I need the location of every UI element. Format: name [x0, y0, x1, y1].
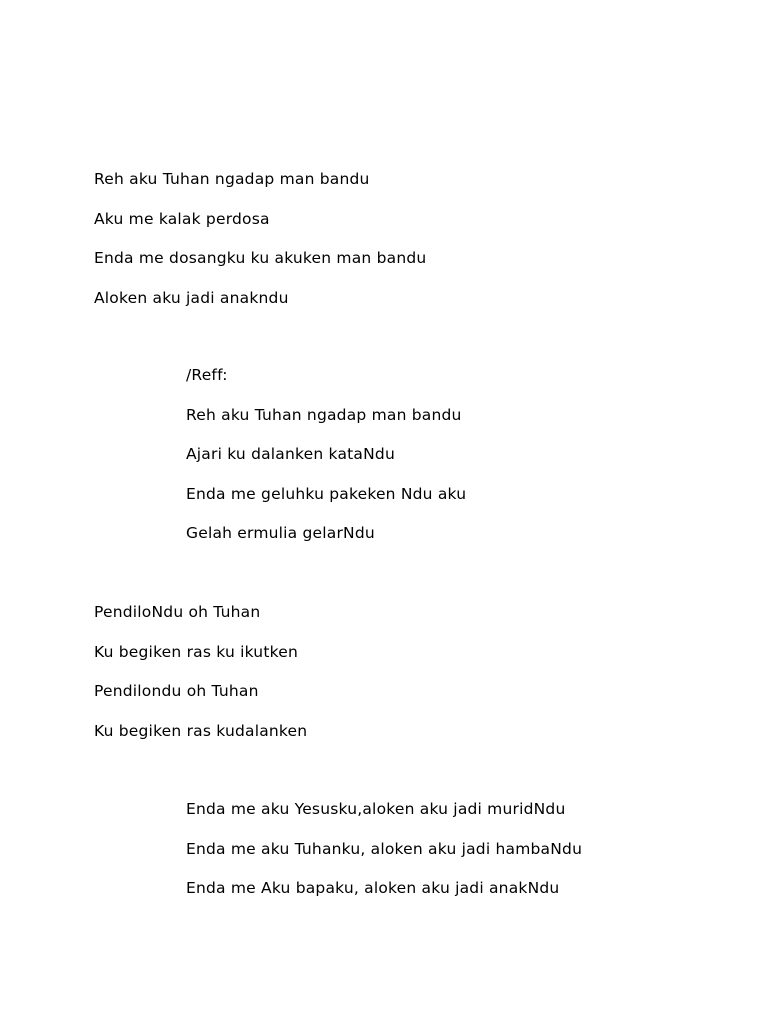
- lyric-line: Enda me aku Tuhanku, aloken aku jadi hambaNdu: [186, 839, 583, 858]
- lyric-line: PendiloNdu oh Tuhan: [94, 603, 261, 621]
- verse-1: [94, 169, 426, 327]
- lyric-line: Ku begiken ras kudalanken: [94, 721, 308, 740]
- lyric-line: Enda me geluhku pakeken Ndu aku: [186, 484, 467, 503]
- closing-stanza: [186, 799, 582, 918]
- verse-2: [94, 602, 307, 760]
- lyric-line: Enda me dosangku ku akuken man bandu: [94, 249, 427, 267]
- refrain-label: /Reff:: [186, 366, 228, 384]
- lyric-line: Ku begiken ras ku ikutken: [94, 642, 298, 661]
- lyric-line: Pendilondu oh Tuhan: [94, 682, 259, 700]
- lyric-line: Ajari ku dalanken kataNdu: [186, 445, 395, 463]
- lyric-line: Reh aku Tuhan ngadap man bandu: [186, 405, 462, 424]
- lyric-line: Gelah ermulia gelarNdu: [186, 524, 375, 542]
- refrain: [186, 365, 466, 563]
- lyric-line: Enda me aku Yesusku,aloken aku jadi muridNdu: [186, 800, 566, 818]
- lyric-line: Aku me kalak perdosa: [94, 209, 270, 228]
- lyric-line: Aloken aku jadi anakndu: [94, 288, 289, 307]
- lyric-line: Reh aku Tuhan ngadap man bandu: [94, 170, 370, 188]
- lyric-line: Enda me Aku bapaku, aloken aku jadi anakNdu: [186, 879, 560, 897]
